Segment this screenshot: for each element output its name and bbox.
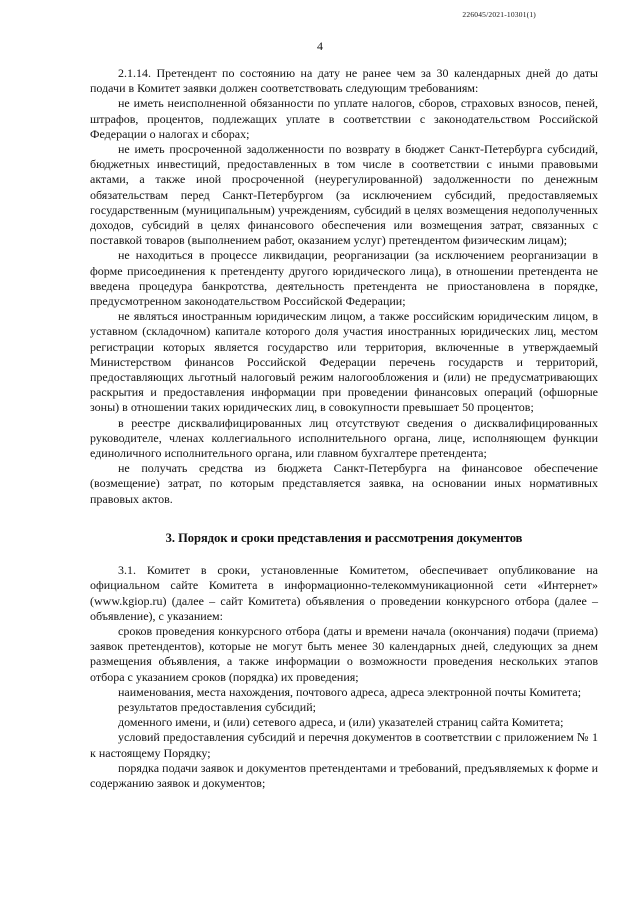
requirement-not-foreign: не являться иностранным юридическим лицом, а также российским юридическим лицом, в уставном (складочном) капитале которого доля участия иностранных юридических лиц, местом регистрации которых является государство или территория, включенные в утверждаемый Министерством финансов Российской Федерации перечень государств и территорий, предоставляющих льготный налоговый режим налогообложения и (или) не предусматривающих раскрытия и предоставления информации при проведении финансовых операций (офшорные зоны) в отношении таких юридических лиц, в совокупности превышает 50 процентов; [90,309,598,415]
requirement-no-overdue-debt: не иметь просроченной задолженности по возврату в бюджет Санкт-Петербурга субсидий, бюджетных инвестиций, предоставленных в том числе в соответствии с иными правовыми актами, а также иной просроченной (неурегулированной) задолженности по денежным обязательствам перед Санкт-Петербургом (за исключением субсидий, предоставляемых государственным (муниципальным) учреждениям, субсидий в целях возмещения недополученных доходов, субсидий в целях финансового обеспечения или возмещения затрат, связанных с поставкой товаров (выполнением работ, оказанием услуг) претендентом физическим лицам); [90,142,598,248]
page-number: 4 [317,39,323,53]
list-item-conditions: условий предоставления субсидий и перечня документов в соответствии с приложением № 1 к настоящему Порядку; [90,730,598,760]
list-item-domain: доменного имени, и (или) сетевого адреса, и (или) указателей страниц сайта Комитета; [118,715,564,730]
requirement-not-disqualified: в реестре дисквалифицированных лиц отсутствуют сведения о дисквалифицированных руководителе, членах коллегиального исполнительного органа, лице, исполняющем функции единоличного исполнительного органа, или главном бухгалтере претендента; [90,415,598,461]
list-item-deadlines: сроков проведения конкурсного отбора (даты и времени начала (окончания) подачи (приема) заявок претендентов), которые не могут быть менее 30 календарных дней, следующих за днем размещения объявления, а также информации о возможности проведения нескольких этапов отбора с указанием сроков (порядка) их проведения; [90,623,598,684]
document-id: 226045/2021-10301(1) [462,10,536,19]
document-body [90,66,598,791]
list-item-procedure: порядка подачи заявок и документов претендентами и требований, предъявляемых к форме и содержанию заявок и документов; [90,760,598,790]
paragraph-3-1: 3.1. Комитет в сроки, установленные Комитетом, обеспечивает опубликование на официальном сайте Комитета в информационно-телекоммуникационной сети «Интернет» (www.kgiop.ru) (далее – сайт Комитета) объявления о проведении конкурсного отбора (далее – объявление), с указанием: [90,563,598,623]
list-item-results: результатов предоставления субсидий; [118,699,316,714]
paragraph-2-1-14: 2.1.14. Претендент по состоянию на дату не ранее чем за 30 календарных дней до даты подачи в Комитет заявки должен соответствовать следующим требованиям: [90,66,598,96]
requirement-no-tax-debt: не иметь неисполненной обязанности по уплате налогов, сборов, страховых взносов, пеней, штрафов, процентов, подлежащих уплате в соответствии с законодательством Российской Федерации о налогах и сборах; [90,96,598,141]
section-heading: 3. Порядок и сроки представления и рассмотрения документов [165,530,523,545]
requirement-not-liquidated: не находиться в процессе ликвидации, реорганизации (за исключением реорганизации в форме присоединения к претенденту другого юридического лица), в отношении претендента не введена процедура банкротства, деятельность претендента не приостановлена в порядке, предусмотренном законодательством Российской Федерации; [90,248,598,309]
list-item-contacts: наименования, места нахождения, почтового адреса, адреса электронной почты Комитета; [118,684,582,699]
requirement-no-other-funds: не получать средства из бюджета Санкт-Петербурга на финансовое обеспечение (возмещение) затрат, по которым представляется заявка, на основании иных нормативных правовых актов. [90,461,598,506]
